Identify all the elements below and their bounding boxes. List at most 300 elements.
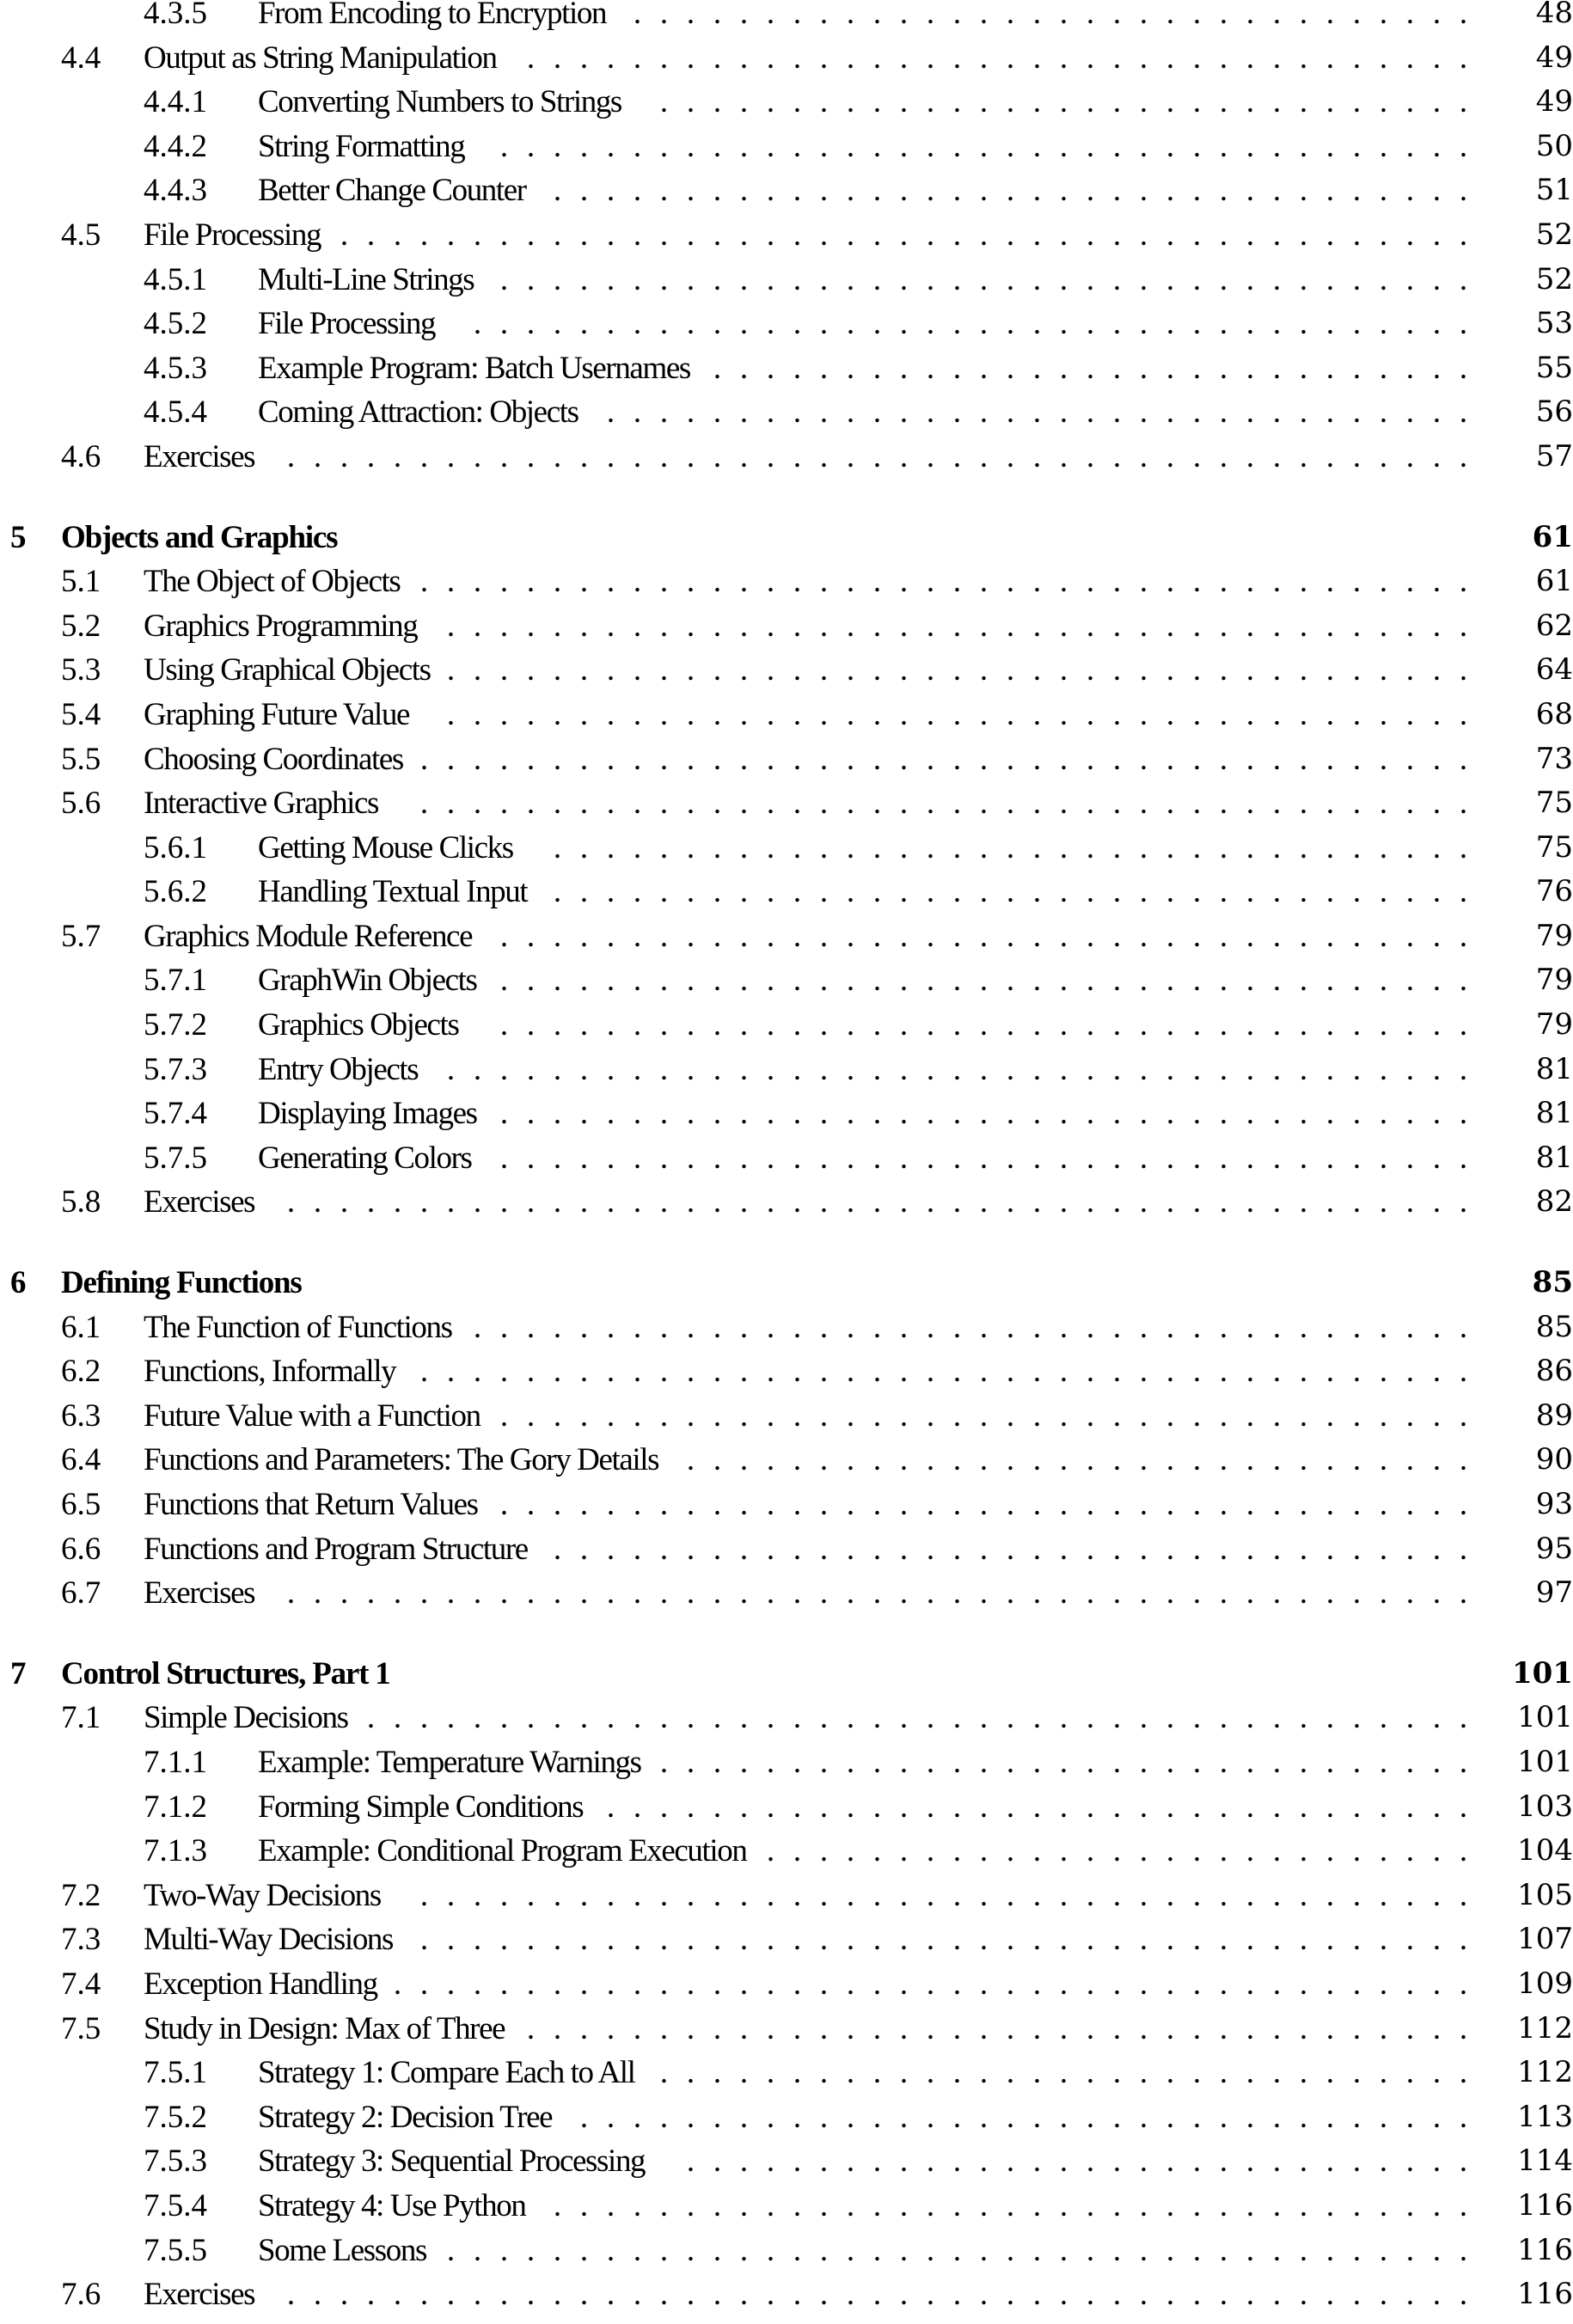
leader-dot: . xyxy=(713,173,722,209)
toc-entry-page[interactable]: 107 xyxy=(1517,1922,1573,1957)
toc-entry-page[interactable]: 105 xyxy=(1517,1877,1573,1912)
toc-entry-title[interactable]: Simple Decisions xyxy=(144,1700,348,1736)
leader-dot: . xyxy=(633,1397,642,1434)
leader-dot: . xyxy=(579,2010,589,2046)
leader-dot: . xyxy=(819,2010,829,2046)
leader-dot: . xyxy=(1006,350,1015,386)
leader-dot: . xyxy=(366,217,376,253)
toc-entry-title[interactable]: Functions and Parameters: The Gory Details xyxy=(144,1442,659,1478)
toc-entry-page[interactable]: 89 xyxy=(1535,1397,1573,1433)
leader-dot: . xyxy=(1166,1354,1175,1390)
toc-section-5-1[interactable] xyxy=(0,560,1573,604)
leader-dot: . xyxy=(1166,696,1175,732)
leader-dot: . xyxy=(606,1397,615,1434)
leader-dot: . xyxy=(739,1397,749,1434)
toc-section-4-6[interactable] xyxy=(0,435,1573,480)
toc-entry-title[interactable]: Defining Functions xyxy=(61,1265,302,1301)
leader-dot: . xyxy=(446,1184,456,1220)
leader-dot: . xyxy=(1379,874,1388,910)
leader-dot: . xyxy=(713,741,722,777)
leader-dot: . xyxy=(1219,1789,1228,1825)
toc-entry-title[interactable]: Example Program: Batch Usernames xyxy=(258,350,690,386)
toc-section-5-6-1[interactable] xyxy=(0,826,1573,871)
toc-section-7-5-2[interactable] xyxy=(0,2095,1573,2140)
toc-section-4-5-4[interactable] xyxy=(0,390,1573,435)
toc-entry-title[interactable]: String Formatting xyxy=(258,128,465,164)
leader-dot: . xyxy=(1032,874,1042,910)
leader-dot: . xyxy=(819,350,829,386)
leader-dot: . xyxy=(1325,1700,1335,1736)
toc-entry-page[interactable]: 103 xyxy=(1517,1789,1573,1824)
leader-dot: . xyxy=(1325,2277,1335,2313)
toc-section-4-5-1[interactable] xyxy=(0,258,1573,303)
toc-entry-title[interactable]: File Processing xyxy=(144,217,321,253)
leader-dot: . xyxy=(1086,2232,1095,2268)
dot-leader xyxy=(491,125,1477,169)
toc-section-7-4[interactable] xyxy=(0,1962,1573,2007)
toc-section-7-5[interactable] xyxy=(0,2007,1573,2052)
leader-dot: . xyxy=(1272,1442,1282,1478)
leader-dot: . xyxy=(766,2277,775,2313)
leader-dot: . xyxy=(1219,1309,1228,1345)
toc-entry-title[interactable]: Study in Design: Max of Three xyxy=(144,2010,505,2046)
leader-dot: . xyxy=(1246,1700,1255,1736)
toc-entry-title[interactable]: Multi-Way Decisions xyxy=(144,1922,394,1958)
toc-entry-page[interactable]: 116 xyxy=(1517,2232,1573,2267)
toc-entry-title[interactable]: Exception Handling xyxy=(144,1966,377,2002)
toc-entry-title[interactable]: Generating Colors xyxy=(258,1140,472,1176)
leader-dot: . xyxy=(1139,1007,1148,1043)
toc-entry-title[interactable]: From Encoding to Encryption xyxy=(258,0,607,31)
toc-entry-number: 4.5.3 xyxy=(144,350,207,386)
toc-entry-title[interactable]: GraphWin Objects xyxy=(258,963,477,999)
toc-entry-title[interactable]: Interactive Graphics xyxy=(144,786,378,822)
toc-entry-page[interactable]: 61 xyxy=(1535,564,1573,599)
leader-dot: . xyxy=(766,84,775,120)
toc-section-6-1[interactable] xyxy=(0,1306,1573,1350)
leader-dot: . xyxy=(659,1531,669,1567)
toc-entry-page[interactable]: 79 xyxy=(1535,918,1573,953)
toc-section-6-3[interactable] xyxy=(0,1394,1573,1439)
toc-entry-title[interactable]: Exercises xyxy=(144,438,255,474)
leader-dot: . xyxy=(1459,696,1468,732)
leader-dot: . xyxy=(1246,2010,1255,2046)
toc-entry-title[interactable]: File Processing xyxy=(258,306,436,342)
leader-dot: . xyxy=(606,173,615,209)
toc-entry-title[interactable]: Graphics Programming xyxy=(144,608,418,644)
leader-dot: . xyxy=(1006,2010,1015,2046)
toc-entry-title[interactable]: Some Lessons xyxy=(258,2232,426,2268)
toc-entry-title[interactable]: Graphics Module Reference xyxy=(144,918,473,954)
leader-dot: . xyxy=(553,1007,562,1043)
leader-dot: . xyxy=(846,2055,855,2091)
toc-entry-page[interactable]: 112 xyxy=(1517,2055,1573,2090)
leader-dot: . xyxy=(926,394,935,431)
leader-dot: . xyxy=(1166,2010,1175,2046)
leader-dot: . xyxy=(739,40,749,76)
leader-dot: . xyxy=(1086,1487,1095,1522)
toc-entry-title[interactable]: Strategy 3: Sequential Processing xyxy=(258,2144,646,2180)
leader-dot: . xyxy=(1352,1309,1362,1345)
toc-section-5-8[interactable] xyxy=(0,1180,1573,1225)
leader-dot: . xyxy=(1379,0,1388,31)
toc-entry-title[interactable]: Functions and Program Structure xyxy=(144,1531,528,1567)
leader-dot: . xyxy=(1272,350,1282,386)
toc-chapter-5[interactable] xyxy=(0,516,1573,560)
toc-entry-title[interactable]: The Object of Objects xyxy=(144,564,401,600)
leader-dot: . xyxy=(1432,217,1441,253)
leader-dot: . xyxy=(1432,874,1441,910)
leader-dot: . xyxy=(739,394,749,431)
leader-dot: . xyxy=(1139,2055,1148,2091)
toc-entry-page[interactable]: 57 xyxy=(1535,438,1573,474)
toc-entry-title[interactable]: Example: Conditional Program Execution xyxy=(258,1833,747,1869)
toc-entry-title[interactable]: Forming Simple Conditions xyxy=(258,1789,584,1825)
toc-entry-page[interactable]: 52 xyxy=(1535,261,1573,297)
toc-entry-page[interactable]: 64 xyxy=(1535,652,1573,688)
leader-dot: . xyxy=(793,696,802,732)
toc-section-5-7-3[interactable] xyxy=(0,1048,1573,1092)
leader-dot: . xyxy=(1325,874,1335,910)
toc-entry-page[interactable]: 95 xyxy=(1535,1531,1573,1566)
toc-entry-title[interactable]: Better Change Counter xyxy=(258,173,526,209)
toc-entry-number: 7.2 xyxy=(61,1877,101,1913)
toc-section-5-2[interactable] xyxy=(0,604,1573,649)
leader-dot: . xyxy=(713,1789,722,1825)
leader-dot: . xyxy=(1379,2099,1388,2135)
toc-section-5-7-5[interactable] xyxy=(0,1136,1573,1181)
toc-entry-title[interactable]: Graphics Objects xyxy=(258,1007,459,1043)
leader-dot: . xyxy=(553,2010,562,2046)
leader-dot: . xyxy=(872,874,882,910)
toc-entry-page[interactable]: 48 xyxy=(1535,0,1573,30)
toc-entry-page[interactable]: 53 xyxy=(1535,306,1573,341)
leader-dot: . xyxy=(633,1309,642,1345)
toc-entry-page[interactable]: 101 xyxy=(1517,1700,1573,1735)
toc-entry-page[interactable]: 68 xyxy=(1535,696,1573,731)
toc-section-7-5-1[interactable] xyxy=(0,2051,1573,2095)
leader-dot: . xyxy=(1059,1531,1068,1567)
leader-dot: . xyxy=(686,1354,695,1390)
leader-dot: . xyxy=(1325,0,1335,31)
toc-entry-title[interactable]: Exercises xyxy=(144,1184,255,1220)
leader-dot: . xyxy=(793,1096,802,1132)
leader-dot: . xyxy=(1006,786,1015,822)
leader-dot: . xyxy=(979,394,988,431)
leader-dot: . xyxy=(553,261,562,297)
toc-entry-page[interactable]: 55 xyxy=(1535,350,1573,385)
leader-dot: . xyxy=(793,0,802,31)
leader-dot: . xyxy=(979,2277,988,2313)
toc-entry-page[interactable]: 101 xyxy=(1517,1744,1573,1779)
leader-dot: . xyxy=(686,84,695,120)
toc-section-4-5-3[interactable] xyxy=(0,346,1573,391)
toc-entry-page[interactable]: 93 xyxy=(1535,1487,1573,1521)
toc-section-4-5-2[interactable] xyxy=(0,302,1573,346)
toc-entry-title[interactable]: Coming Attraction: Objects xyxy=(258,394,578,431)
leader-dot: . xyxy=(952,564,962,600)
toc-entry-title[interactable]: Handling Textual Input xyxy=(258,874,528,910)
toc-entry-title[interactable]: Functions that Return Values xyxy=(144,1487,478,1522)
toc-entry-page[interactable]: 109 xyxy=(1517,1966,1573,2001)
toc-entry-title[interactable]: Example: Temperature Warnings xyxy=(258,1744,641,1780)
leader-dot: . xyxy=(1032,40,1042,76)
toc-section-6-7[interactable] xyxy=(0,1571,1573,1616)
leader-dot: . xyxy=(899,1922,909,1958)
toc-section-5-6-2[interactable] xyxy=(0,870,1573,914)
leader-dot: . xyxy=(1086,741,1095,777)
leader-dot: . xyxy=(1352,741,1362,777)
leader-dot: . xyxy=(1192,2144,1202,2180)
leader-dot: . xyxy=(739,1789,749,1825)
leader-dot: . xyxy=(713,608,722,644)
leader-dot: . xyxy=(1272,1096,1282,1132)
leader-dot: . xyxy=(553,874,562,910)
toc-section-7-2[interactable] xyxy=(0,1874,1573,1918)
leader-dot: . xyxy=(1405,1575,1415,1612)
toc-section-5-3[interactable] xyxy=(0,648,1573,693)
leader-dot: . xyxy=(1379,1744,1388,1780)
leader-dot: . xyxy=(1059,1922,1068,1958)
leader-dot: . xyxy=(1219,350,1228,386)
toc-section-6-6[interactable] xyxy=(0,1527,1573,1572)
leader-dot: . xyxy=(793,84,802,120)
toc-section-5-7[interactable] xyxy=(0,914,1573,959)
toc-entry-title[interactable]: Graphing Future Value xyxy=(144,696,410,732)
toc-section-5-7-4[interactable] xyxy=(0,1092,1573,1136)
toc-section-5-7-2[interactable] xyxy=(0,1003,1573,1048)
toc-entry-page[interactable]: 116 xyxy=(1517,2277,1573,2312)
leader-dot: . xyxy=(1352,1051,1362,1087)
leader-dot: . xyxy=(633,0,642,31)
toc-entry-title[interactable]: Strategy 4: Use Python xyxy=(258,2187,526,2223)
toc-entry-page[interactable]: 113 xyxy=(1517,2099,1573,2134)
leader-dot: . xyxy=(1379,608,1388,644)
leader-dot: . xyxy=(766,652,775,688)
leader-dot: . xyxy=(1059,2099,1068,2135)
toc-entry-title[interactable]: Output as String Manipulation xyxy=(144,40,497,76)
toc-entry-page[interactable]: 116 xyxy=(1517,2187,1573,2223)
toc-entry-page[interactable]: 61 xyxy=(1532,519,1573,554)
leader-dot: . xyxy=(1166,1922,1175,1958)
leader-dot: . xyxy=(1272,608,1282,644)
toc-entry-title[interactable]: Getting Mouse Clicks xyxy=(258,829,513,865)
leader-dot: . xyxy=(1032,350,1042,386)
leader-dot: . xyxy=(1272,1575,1282,1612)
leader-dot: . xyxy=(1459,40,1468,76)
leader-dot: . xyxy=(499,1487,509,1522)
toc-entry-page[interactable]: 73 xyxy=(1535,741,1573,776)
toc-section-5-5[interactable] xyxy=(0,737,1573,782)
toc-section-7-5-3[interactable] xyxy=(0,2139,1573,2184)
leader-dot: . xyxy=(1086,1833,1095,1869)
leader-dot: . xyxy=(1325,438,1335,474)
toc-section-4-4-3[interactable] xyxy=(0,168,1573,213)
leader-dot: . xyxy=(793,1966,802,2002)
toc-entry-title[interactable]: Future Value with a Function xyxy=(144,1397,480,1434)
toc-entry-page[interactable]: 82 xyxy=(1535,1184,1573,1220)
leader-dot: . xyxy=(1379,1096,1388,1132)
leader-dot: . xyxy=(553,1397,562,1434)
leader-dot: . xyxy=(1379,394,1388,431)
leader-dot: . xyxy=(926,963,935,999)
dot-leader xyxy=(544,2184,1477,2229)
toc-entry-title[interactable]: Displaying Images xyxy=(258,1096,477,1132)
toc-entry-page[interactable]: 79 xyxy=(1535,963,1573,998)
toc-entry-page[interactable]: 62 xyxy=(1535,608,1573,643)
toc-entry-title[interactable]: Exercises xyxy=(144,1575,255,1612)
leader-dot: . xyxy=(979,1354,988,1390)
leader-dot: . xyxy=(739,438,749,474)
toc-entry-page[interactable]: 112 xyxy=(1517,2010,1573,2046)
toc-entry-page[interactable]: 52 xyxy=(1535,217,1573,252)
toc-section-5-7-1[interactable] xyxy=(0,958,1573,1003)
leader-dot: . xyxy=(979,1700,988,1736)
toc-chapter-6[interactable] xyxy=(0,1261,1573,1306)
toc-entry-page[interactable]: 75 xyxy=(1535,829,1573,865)
leader-dot: . xyxy=(1432,1575,1441,1612)
leader-dot: . xyxy=(1459,652,1468,688)
toc-section-7-1-1[interactable] xyxy=(0,1740,1573,1785)
toc-entry-page[interactable]: 81 xyxy=(1535,1051,1573,1086)
toc-entry-page[interactable]: 104 xyxy=(1517,1833,1573,1868)
toc-section-5-4[interactable] xyxy=(0,693,1573,737)
toc-entry-title[interactable]: Entry Objects xyxy=(258,1051,419,1087)
toc-entry-page[interactable]: 75 xyxy=(1535,786,1573,821)
toc-section-7-3[interactable] xyxy=(0,1917,1573,1962)
toc-entry-title[interactable]: Control Structures, Part 1 xyxy=(61,1655,390,1691)
leader-dot: . xyxy=(1032,1833,1042,1869)
leader-dot: . xyxy=(1086,652,1095,688)
toc-entry-title[interactable]: Multi-Line Strings xyxy=(258,261,474,297)
toc-entry-title[interactable]: Two-Way Decisions xyxy=(144,1877,381,1913)
leader-dot: . xyxy=(1006,1354,1015,1390)
toc-entry-title[interactable]: Functions, Informally xyxy=(144,1354,396,1390)
toc-entry-title[interactable]: Choosing Coordinates xyxy=(144,741,403,777)
leader-dot: . xyxy=(1112,217,1122,253)
leader-dot: . xyxy=(393,1700,402,1736)
leader-dot: . xyxy=(633,128,642,164)
toc-entry-page[interactable]: 85 xyxy=(1535,1309,1573,1344)
toc-entry-page[interactable]: 51 xyxy=(1535,173,1573,208)
toc-section-4-4-1[interactable] xyxy=(0,80,1573,125)
toc-section-4-4-2[interactable] xyxy=(0,125,1573,169)
leader-dot: . xyxy=(526,1575,536,1612)
leader-dot: . xyxy=(1032,1007,1042,1043)
leader-dot: . xyxy=(313,438,322,474)
leader-dot: . xyxy=(1086,173,1095,209)
toc-section-7-1-2[interactable] xyxy=(0,1785,1573,1830)
leader-dot: . xyxy=(1006,564,1015,600)
toc-entry-number: 7.1.2 xyxy=(144,1789,207,1825)
toc-entry-page[interactable]: 101 xyxy=(1512,1655,1573,1691)
toc-section-7-1[interactable] xyxy=(0,1696,1573,1740)
toc-entry-title[interactable]: The Function of Functions xyxy=(144,1309,452,1345)
toc-entry-page[interactable]: 85 xyxy=(1532,1265,1573,1300)
leader-dot: . xyxy=(1432,2055,1441,2091)
leader-dot: . xyxy=(819,1833,829,1869)
toc-entry-title[interactable]: Strategy 2: Decision Tree xyxy=(258,2099,553,2135)
toc-entry-number: 4.4.1 xyxy=(144,84,207,120)
toc-section-6-4[interactable] xyxy=(0,1438,1573,1483)
leader-dot: . xyxy=(1166,1966,1175,2002)
toc-section-6-5[interactable] xyxy=(0,1483,1573,1527)
toc-chapter-7[interactable] xyxy=(0,1652,1573,1697)
toc-section-4-4[interactable] xyxy=(0,36,1573,81)
toc-entry-page[interactable]: 97 xyxy=(1535,1575,1573,1611)
leader-dot: . xyxy=(686,1051,695,1087)
leader-dot: . xyxy=(1139,1877,1148,1913)
toc-entry-page[interactable]: 81 xyxy=(1535,1140,1573,1175)
toc-entry-page[interactable]: 114 xyxy=(1517,2144,1573,2179)
leader-dot: . xyxy=(1166,741,1175,777)
leader-dot: . xyxy=(1272,1007,1282,1043)
toc-entry-title[interactable]: Converting Numbers to Strings xyxy=(258,84,621,120)
leader-dot: . xyxy=(1352,963,1362,999)
toc-entry-page[interactable]: 49 xyxy=(1535,40,1573,75)
dot-leader xyxy=(438,648,1477,693)
toc-entry-number: 7.5.1 xyxy=(144,2055,207,2091)
toc-section-6-2[interactable] xyxy=(0,1349,1573,1394)
toc-entry-page[interactable]: 56 xyxy=(1535,394,1573,430)
toc-section-7-6[interactable] xyxy=(0,2272,1573,2317)
leader-dot: . xyxy=(419,1575,429,1612)
leader-dot: . xyxy=(1246,918,1255,954)
leader-dot: . xyxy=(1059,829,1068,865)
toc-entry-title[interactable]: Strategy 1: Compare Each to All xyxy=(258,2055,635,2091)
dot-leader xyxy=(411,1349,1477,1394)
toc-section-7-5-4[interactable] xyxy=(0,2184,1573,2229)
toc-section-7-5-5[interactable] xyxy=(0,2229,1573,2273)
leader-dot: . xyxy=(1459,1397,1468,1434)
leader-dot: . xyxy=(872,1575,882,1612)
leader-dot: . xyxy=(1192,786,1202,822)
toc-section-4-5[interactable] xyxy=(0,213,1573,258)
leader-dot: . xyxy=(926,1051,935,1087)
toc-entry-page[interactable]: 90 xyxy=(1535,1442,1573,1477)
toc-entry-page[interactable]: 76 xyxy=(1535,874,1573,909)
leader-dot: . xyxy=(633,40,642,76)
leader-dot: . xyxy=(1379,1487,1388,1522)
toc-entry-page[interactable]: 49 xyxy=(1535,84,1573,119)
toc-entry-page[interactable]: 50 xyxy=(1535,128,1573,163)
leader-dot: . xyxy=(1139,2010,1148,2046)
leader-dot: . xyxy=(499,306,509,342)
leader-dot: . xyxy=(633,1531,642,1567)
toc-entry-title[interactable]: Objects and Graphics xyxy=(61,519,338,555)
toc-section-5-6[interactable] xyxy=(0,781,1573,826)
leader-dot: . xyxy=(1352,1397,1362,1434)
leader-dot: . xyxy=(606,306,615,342)
toc-entry-page[interactable]: 79 xyxy=(1535,1007,1573,1043)
toc-entry-title[interactable]: Using Graphical Objects xyxy=(144,652,431,688)
toc-entry-page[interactable]: 86 xyxy=(1535,1354,1573,1389)
leader-dot: . xyxy=(1405,1354,1415,1390)
toc-entry-page[interactable]: 81 xyxy=(1535,1096,1573,1131)
leader-dot: . xyxy=(606,1789,615,1825)
leader-dot: . xyxy=(899,1575,909,1612)
leader-dot: . xyxy=(819,696,829,732)
toc-section-7-1-3[interactable] xyxy=(0,1829,1573,1874)
leader-dot: . xyxy=(713,394,722,431)
toc-section-4-3-5[interactable] xyxy=(0,0,1573,36)
leader-dot: . xyxy=(1272,1354,1282,1390)
toc-entry-title[interactable]: Exercises xyxy=(144,2277,255,2313)
leader-dot: . xyxy=(952,2099,962,2135)
leader-dot: . xyxy=(499,1309,509,1345)
leader-dot: . xyxy=(1006,1575,1015,1612)
leader-dot: . xyxy=(952,741,962,777)
